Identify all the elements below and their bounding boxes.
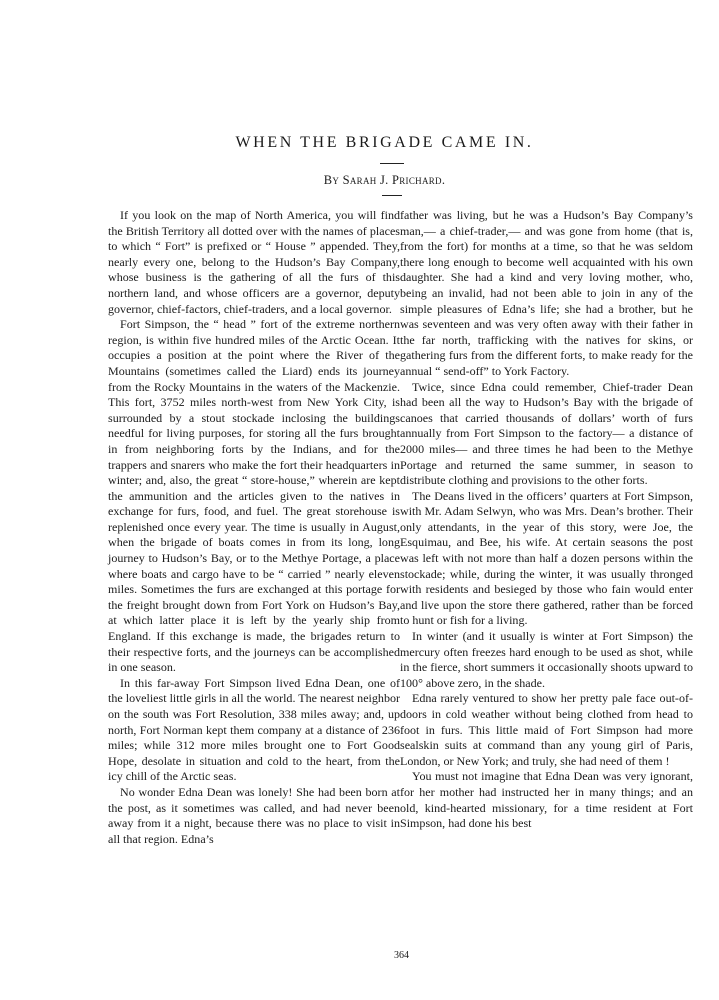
byline: [0, 173, 719, 188]
title-divider: [380, 163, 404, 164]
right-column: [400, 208, 693, 832]
paragraph: In winter (and it usually is winter at Fort Simpson) the mercury often freezes hard enough to be used as shot, while in the fierce, short summers it occasionally shoots upward to 100° above zero, in the shade.: [400, 629, 693, 690]
paragraph: In this far-away Fort Simpson lived Edna Dean, one of the loveliest little girls in all the world. The nearest neighbor on the south was Fort Resolution, 338 miles away; and, up north, Fort Norman kept them company at a distance of 236 miles; while 312 more miles brought one to Fort Good Hope, desolate in situation and cold to the heart, from the icy chill of the Arctic seas.: [108, 675, 400, 784]
byline-author: Sarah J. Prichard.: [342, 173, 446, 187]
page-number: 364: [394, 950, 409, 961]
paragraph: No wonder Edna Dean was lonely! She had been born at the post, as it sometimes was called, and had never been away from it a night, because there was no place to visit in all that region. Edna’s: [108, 784, 400, 846]
paragraph-continued: father was living, but he was a Hudson’s Bay Company’s man,— a chief-trader,— and was gone from home (that is, from the fort) for months at a time, so that he was seldom there long enough to become well acquainted with his own daughter. She had a kind and very loving mother, who, being an invalid, had not been able to join in any of the simple pleasures of Edna’s life; she had a brother, but he was seventeen and was very often away with their father in the far north, trafficking with the natives for skins, or gathering furs from the different forts, to make ready for the annual “ send-off” to York Factory.: [400, 208, 693, 378]
paragraph: The Deans lived in the officers’ quarters at Fort Simpson, with Mr. Adam Selwyn, who was Mrs. Dean’s brother. Their only attendants, in the year of this story, were Joe, the Esquimau, and Bee, his wife. At certain seasons the post was left with not more than half a dozen persons within the stockade; while, during the winter, it was usually thronged with residents and besieged by those who fain would enter and live upon the store there gathered, rather than be forced to hunt or fish for a living.: [400, 488, 693, 628]
paragraph: Edna rarely ventured to show her pretty pale face out-of-doors in cold weather without being clothed from head to foot in furs. This little maid of Fort Simpson had more sealskin suits at command than any young girl of Paris, London, or New York; and truly, she had need of them !: [400, 691, 693, 768]
article-title: WHEN THE BRIGADE CAME IN.: [235, 134, 534, 151]
paragraph: Fort Simpson, the “ head ” fort of the extreme northern region, is within five hundred miles of the Arctic Ocean. It occupies a position at the point where the River of the Mountains (sometimes called the Liard) ends its journey from the Rocky Mountains in the waters of the Mackenzie. This fort, 3752 miles north-west from New York City, is surrounded by a stout stockade inclosing the buildings needful for living purposes, for storing all the furs brought in from neighboring forts by the Indians, and for the trappers and snarers who make the fort their headquarters in winter; and, also, the great “ store-house,” wherein are kept the ammunition and the articles given to the natives in exchange for furs, food, and fuel. The great storehouse is replenished once every year. The time is usually in August, when the brigade of boats comes in from its long, long journey to Hudson’s Bay, or to the Methye Portage, a place where boats and cargo have to be “ carried ” nearly eleven miles. Sometimes the furs are exchanged at this portage for the freight brought down from Fort York on Hudson’s Bay, at which latter place it is left by the yearly ship from England. If this exchange is made, the brigades return to their respective forts, and the journeys can be accomplished in one season.: [108, 317, 400, 675]
paragraph: If you look on the map of North America, you will find the British Territory all dotted over with the names of places to which “ Fort” is prefixed or “ House ” appended. They, nearly every one, belong to the Hudson’s Bay Company, whose business is the gathering of all the furs of this northern land, and whose officers are a governor, deputy governor, chief-factors, chief-traders, and a local governor.: [108, 208, 400, 316]
paragraph: You must not imagine that Edna Dean was very ignorant, for her mother had instructed her in many things; and an old, kind-hearted missionary, for a time resident at Fort Simpson, had done his best: [400, 769, 693, 831]
left-column: [108, 208, 400, 847]
byline-divider: [382, 195, 402, 196]
byline-prefix: By: [323, 173, 340, 187]
paragraph: Twice, since Edna could remember, Chief-trader Dean had been all the way to Hudson’s Bay with the brigade of canoes that carried thousands of dollars’ worth of furs annually from Fort Simpson to the factory— a distance of 2000 miles— and three times he had been to the Methye Portage and returned the same summer, in season to distribute clothing and provisions to the other forts.: [400, 379, 693, 488]
